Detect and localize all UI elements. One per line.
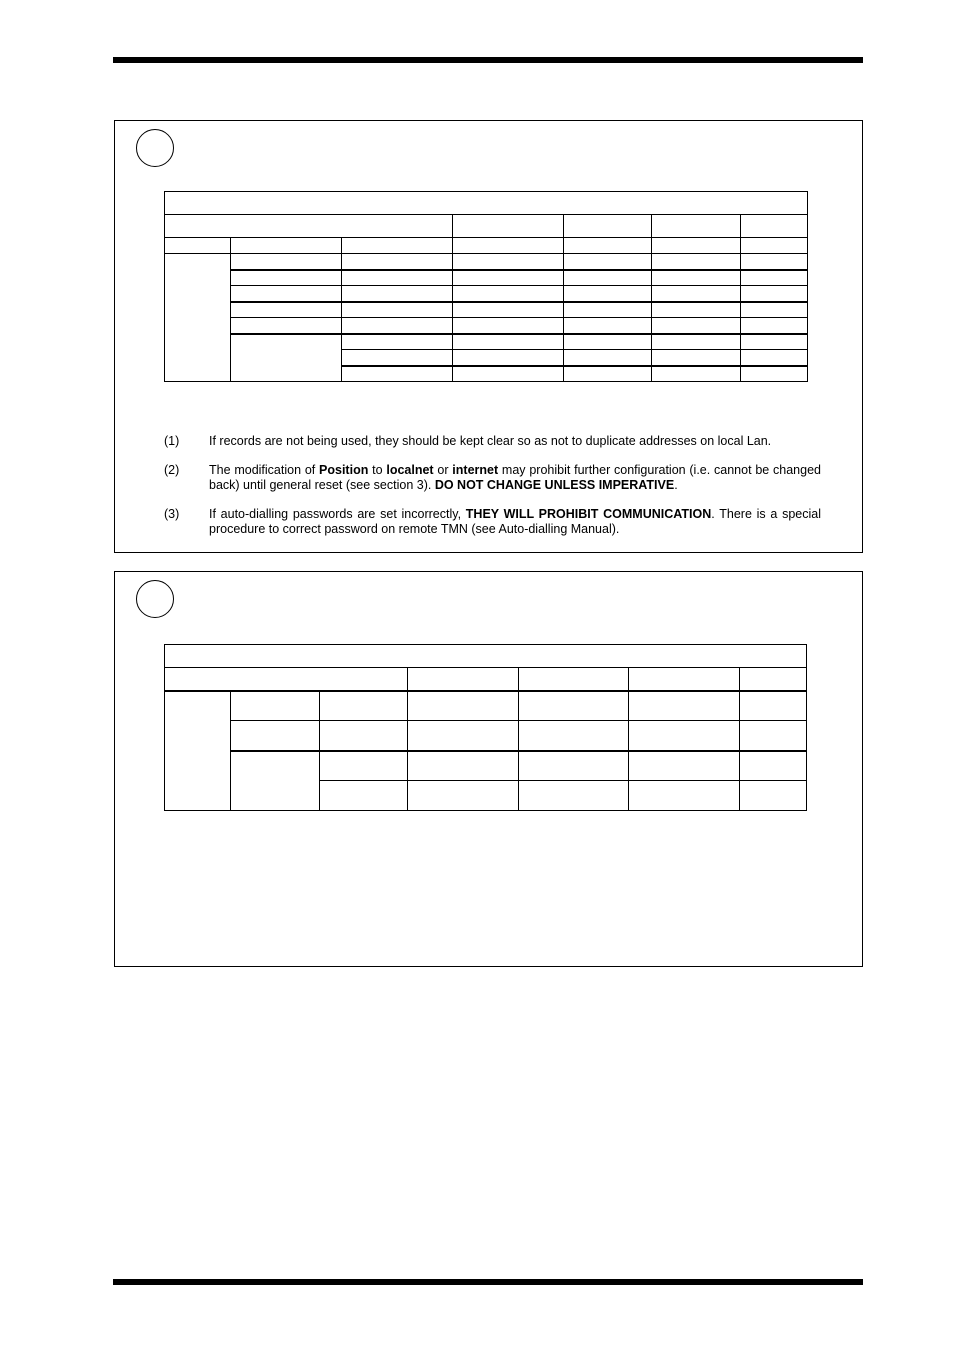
note-text: The modification of Position to localnet or internet may prohibit further configuration (i.e. cannot be changed back) until general reset (see section 3). DO NOT CHANGE UNLESS IMPERATIVE. xyxy=(209,463,821,492)
bottom-rule xyxy=(113,1279,863,1285)
note-3 xyxy=(164,507,821,537)
note-text: If records are not being used, they should be kept clear so as not to duplicate addresses on local Lan. xyxy=(209,434,772,448)
top-rule xyxy=(113,57,863,63)
table-row xyxy=(165,238,808,254)
note-2 xyxy=(164,463,821,493)
table-row xyxy=(165,721,807,751)
section-marker-circle xyxy=(136,129,174,167)
config-table-2 xyxy=(164,644,807,811)
table-row xyxy=(165,286,808,302)
table-row xyxy=(165,645,807,668)
note-number: (1) xyxy=(164,434,180,448)
table-row xyxy=(165,691,807,721)
table-row xyxy=(165,254,808,270)
note-text: If auto-dialling passwords are set incorrectly, THEY WILL PROHIBIT COMMUNICATION. There is a special procedure to correct password on remote TMN (see Auto-dialling Manual). xyxy=(209,507,821,536)
table-row xyxy=(165,751,807,781)
section-panel-1 xyxy=(114,120,863,553)
note-number: (3) xyxy=(164,507,180,521)
table-row xyxy=(165,318,808,334)
section-panel-2 xyxy=(114,571,863,967)
table-row xyxy=(165,270,808,286)
table-row xyxy=(165,302,808,318)
table-row xyxy=(165,215,808,238)
notes-list xyxy=(164,434,821,551)
table-row xyxy=(165,668,807,691)
note-1 xyxy=(164,434,821,449)
config-table-1 xyxy=(164,191,808,382)
note-number: (2) xyxy=(164,463,180,477)
table-row xyxy=(165,334,808,350)
table-row xyxy=(165,192,808,215)
section-marker-circle xyxy=(136,580,174,618)
